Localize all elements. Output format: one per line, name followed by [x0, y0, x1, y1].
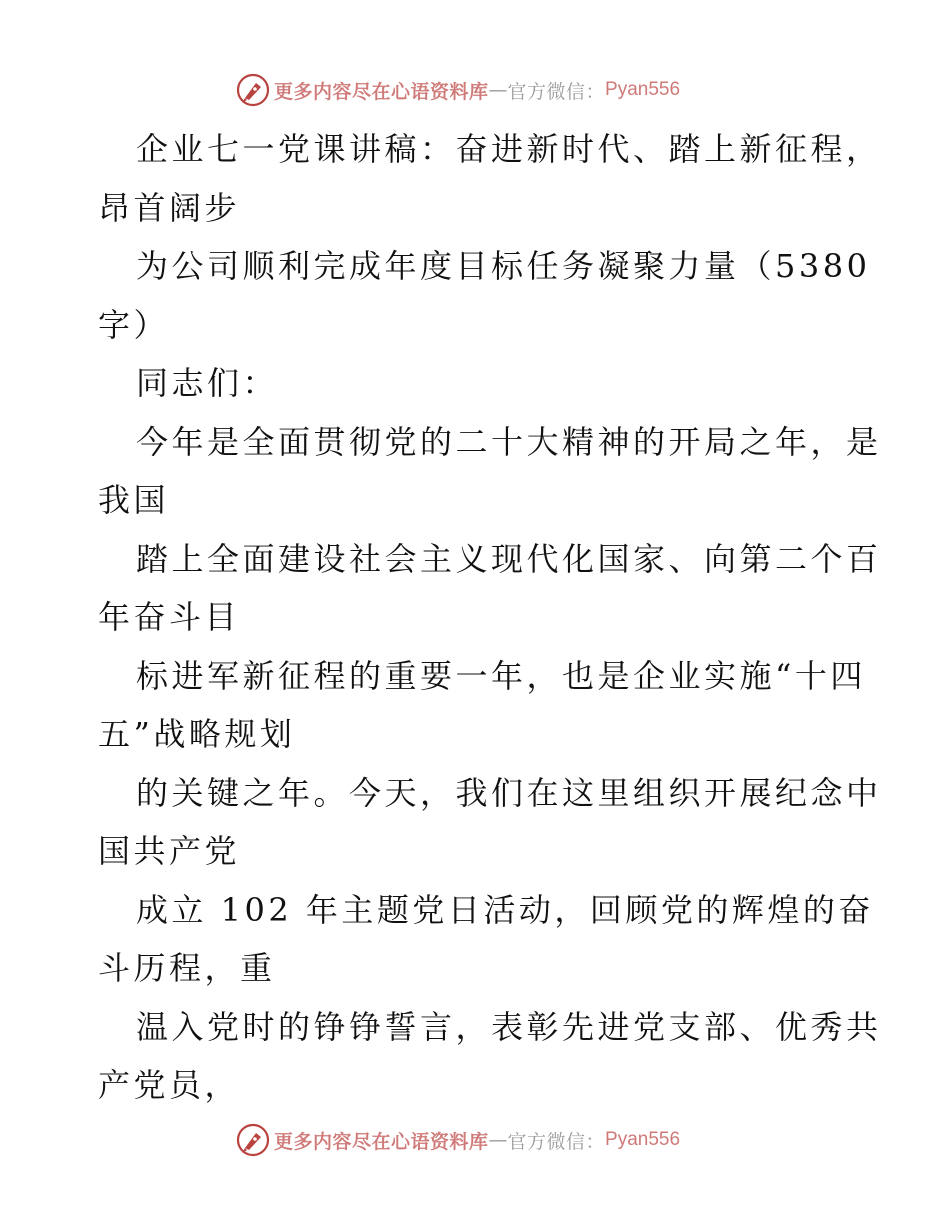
watermark-wechat-id: Pyan556	[605, 79, 681, 100]
header-watermark	[236, 72, 680, 108]
document-line: 斗历程，重	[98, 949, 276, 987]
document-line: 温入党时的铮铮誓言，表彰先进党支部、优秀共	[136, 1007, 882, 1046]
watermark-wechat-label: 官方微信：	[507, 80, 606, 103]
watermark-site-text: 更多内容尽在心语资料库	[274, 1130, 489, 1153]
pen-nib-logo-icon	[236, 73, 270, 107]
watermark-wechat-id: Pyan556	[605, 1129, 681, 1150]
document-line: 五”战略规划	[98, 715, 296, 753]
footer-watermark	[236, 1122, 680, 1158]
document-line: 国共产党	[98, 832, 241, 870]
document-line: 的关键之年。今天，我们在这里组织开展纪念中	[136, 773, 882, 812]
document-line: 为公司顺利完成年度目标任务凝聚力量（5380	[136, 247, 871, 285]
document-line: 成立 102 年主题党日活动，回顾党的辉煌的奋	[136, 890, 874, 929]
document-body	[98, 120, 882, 1115]
pen-nib-logo-icon	[236, 1123, 270, 1157]
watermark-wechat-label: 官方微信：	[507, 1130, 606, 1153]
document-line: 同志们：	[136, 364, 279, 402]
watermark-separator: —	[488, 1129, 508, 1151]
document-line: 年奋斗目	[98, 598, 241, 636]
document-line: 企业七一党课讲稿：奋进新时代、踏上新征程，	[136, 130, 882, 168]
document-line: 昂首阔步	[98, 188, 241, 227]
document-line: 标进军新征程的重要一年，也是企业实施“十四	[136, 656, 866, 695]
document-line: 今年是全面贯彻党的二十大精神的开局之年，是	[136, 422, 882, 461]
watermark-separator: —	[488, 79, 508, 101]
document-line: 踏上全面建设社会主义现代化国家、向第二个百	[136, 539, 882, 578]
document-line: 我国	[98, 481, 170, 519]
document-line: 字）	[98, 305, 170, 344]
watermark-site-text: 更多内容尽在心语资料库	[274, 80, 489, 103]
document-line: 产党员，	[98, 1066, 241, 1104]
